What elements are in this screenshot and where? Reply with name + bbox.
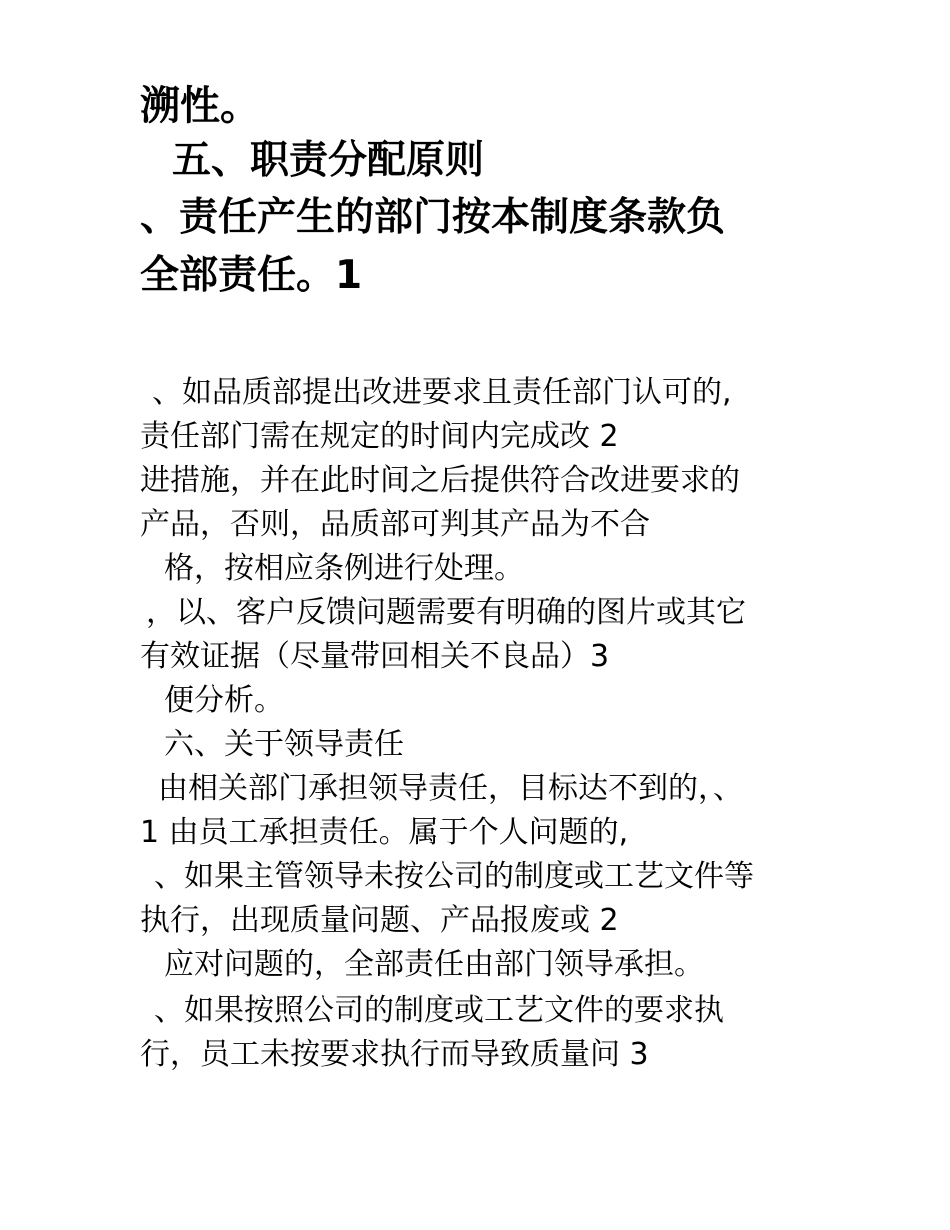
paragraph-line-15: 、如果按照公司的制度或工艺文件的要求执: [154, 993, 724, 1028]
paragraph-line-1: 、如品质部提出改进要求且责任部门认可的,: [152, 375, 732, 410]
paragraph-line-10: 由相关部门承担领导责任，目标达不到的，、: [158, 771, 743, 806]
paragraph-line-11: 1 由员工承担责任。属于个人问题的,: [140, 815, 629, 850]
paragraph-line-14: 应对问题的，全部责任由部门领导承担。: [164, 947, 704, 982]
paragraph-line-3: 进措施，并在此时间之后提供符合改进要求的: [140, 463, 740, 498]
paragraph-line-16: 行，员工未按要求执行而导致质量问 3: [140, 1037, 649, 1072]
section-heading-5: 五、职责分配原则: [172, 138, 485, 183]
paragraph-line-7: 有效证据（尽量带回相关不良品）3: [140, 639, 610, 674]
paragraph-line-2: 责任部门需在规定的时间内完成改 2: [140, 419, 619, 454]
heading-line-4: 全部责任。1: [140, 253, 363, 298]
paragraph-line-5: 格，按相应条例进行处理。: [164, 551, 524, 586]
paragraph-line-13: 执行，出现质量问题、产品报废或 2: [140, 903, 619, 938]
paragraph-line-4: 产品，否则，品质部可判其产品为不合: [140, 507, 650, 542]
paragraph-line-6: ，以、客户反馈问题需要有明确的图片或其它: [146, 595, 746, 630]
paragraph-line-12: 、如果主管领导未按公司的制度或工艺文件等: [154, 859, 754, 894]
heading-line-3: 、责任产生的部门按本制度条款负: [140, 195, 726, 240]
heading-line-1: 溯性。: [140, 83, 260, 129]
paragraph-line-8: 便分析。: [164, 683, 284, 718]
section-heading-6: 六、关于领导责任: [164, 727, 404, 762]
